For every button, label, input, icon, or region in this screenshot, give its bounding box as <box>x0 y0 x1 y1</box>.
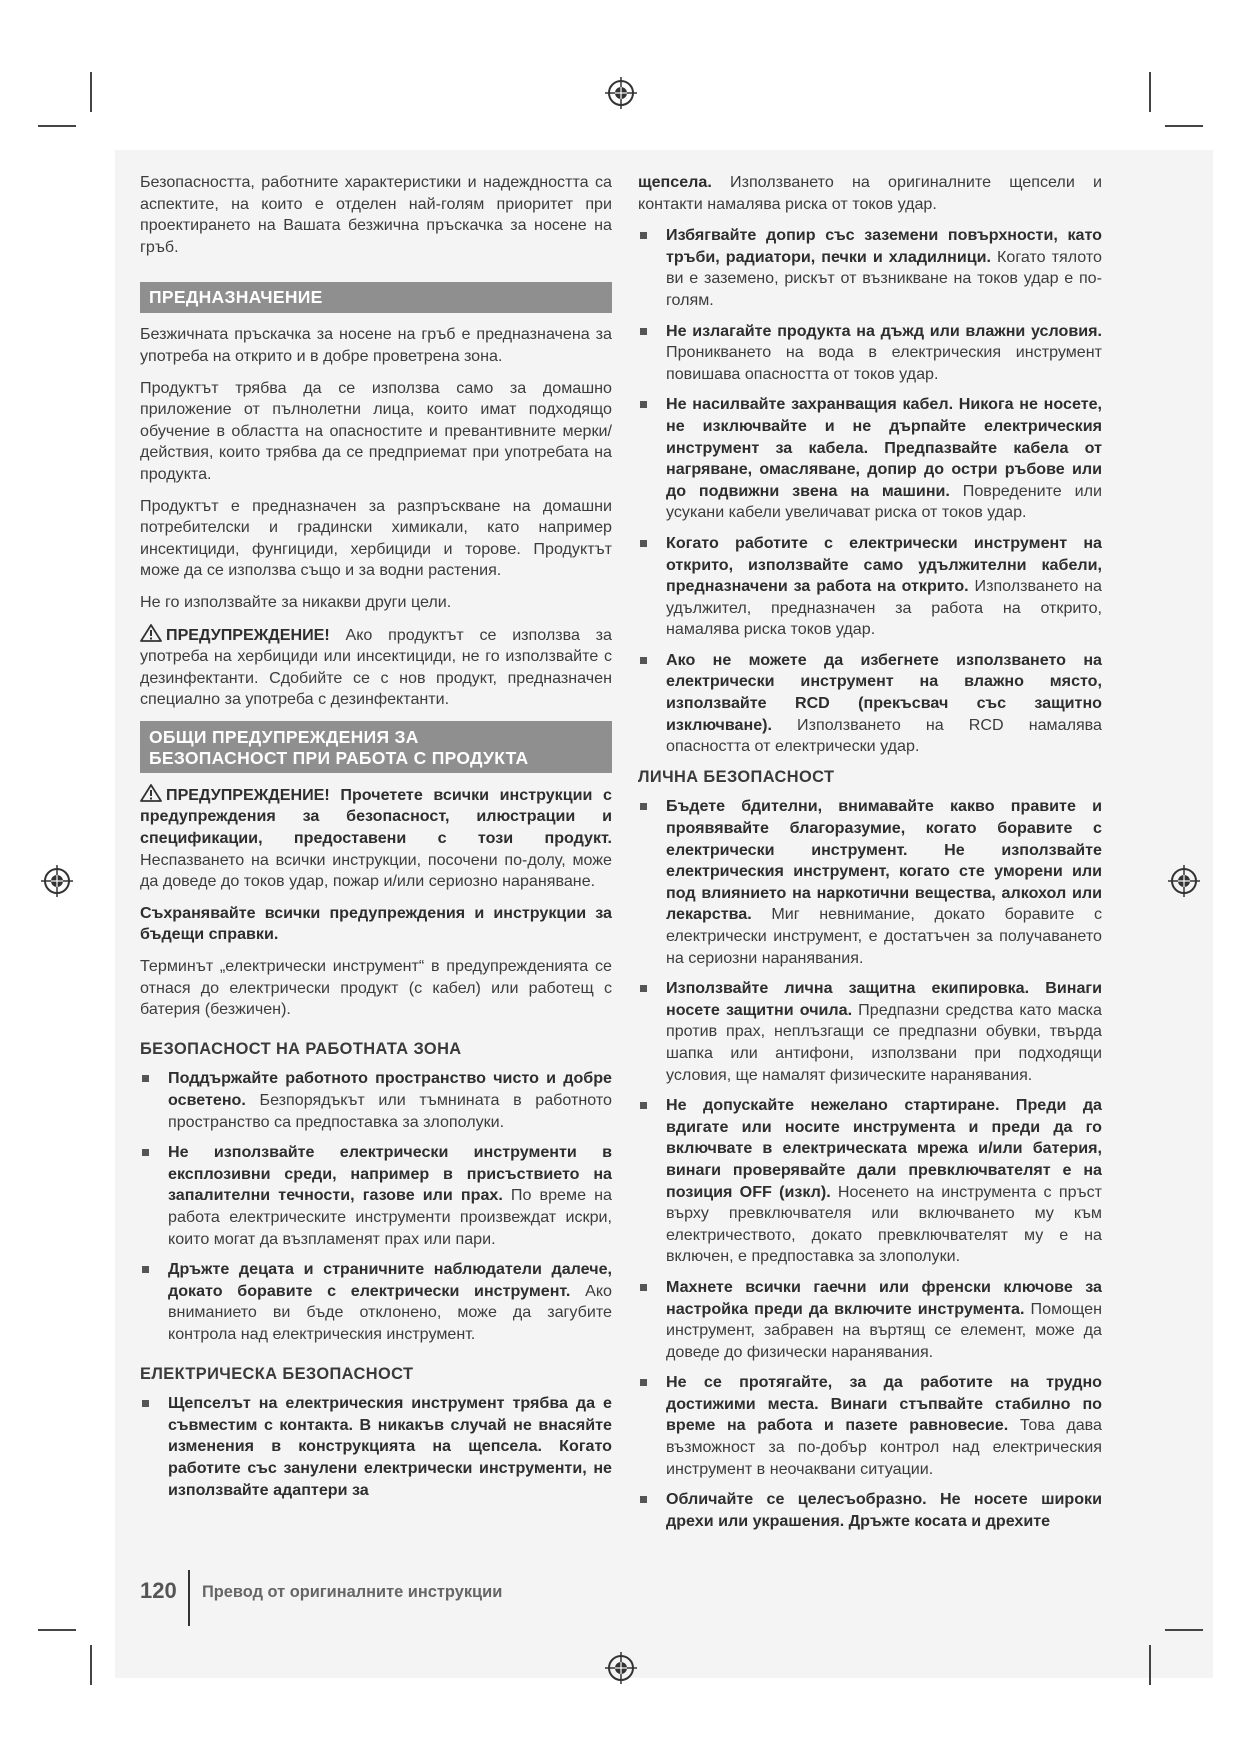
item-bold: Избягвайте допир със заземени повърхности, като тръби, радиатори, печки и хладилници. <box>666 226 1102 266</box>
crop-mark <box>38 125 76 127</box>
personal-safety-heading: ЛИЧНА БЕЗОПАСНОСТ <box>638 767 835 786</box>
keep-instructions <box>140 903 612 946</box>
bullet-square-icon <box>640 1102 647 1109</box>
list-item <box>638 394 1102 524</box>
list-item <box>140 1259 612 1345</box>
list-item <box>140 1142 612 1250</box>
item-bold: Щепселът на електрическия инструмент трябва да е съвместим с контакта. В никакъв случай не внасяйте изменения в конструкцията на щепсела. Когато работите със занулени електрически инструменти, не използвайте адаптери за <box>168 1394 612 1499</box>
item-bold: Не използвайте електрически инструменти в експлозивни среди, например в присъствието на запалителни течности, газове или прах. <box>168 1143 612 1205</box>
item-text: Повредените или усукани кабели увеличават риска от токов удар. <box>666 481 1102 522</box>
crop-mark <box>1149 1645 1151 1685</box>
registration-mark-icon <box>40 864 74 898</box>
list-item <box>140 1393 612 1501</box>
bullet-square-icon <box>640 985 647 992</box>
electrical-list-continued <box>638 225 1102 758</box>
item-bold: Не се протягайте, за да работите на трудно достижими места. Винаги стъпвайте стабилно по време на работа и пазете равновесие. <box>666 1373 1102 1435</box>
bullet-square-icon <box>640 657 647 664</box>
warning-text: Неспазването на всички инструкции, посочени по-долу, може да доведе до токов удар, пожар и/или сериозно нараняване. <box>140 850 612 891</box>
section-banner-general-warnings <box>140 721 612 773</box>
item-bold: Обличайте се целесъобразно. Не носете широки дрехи или украшения. Дръжте косата и дрехите <box>666 1490 1102 1530</box>
crop-mark <box>1149 72 1151 112</box>
warning-triangle-icon <box>140 784 162 802</box>
item-text: По време на работа електрическите инструменти произвеждат искри, които могат да възпламенят прах или пари. <box>168 1186 612 1248</box>
bullet-square-icon <box>640 401 647 408</box>
general-warning <box>140 784 612 893</box>
bullet-square-icon <box>640 328 647 335</box>
banner-line-1: ОБЩИ ПРЕДУПРЕЖДЕНИЯ ЗА <box>149 726 419 747</box>
crop-mark <box>1165 1629 1203 1631</box>
bullet-square-icon <box>640 540 647 547</box>
work-area-list <box>140 1068 612 1345</box>
item-bold: Дръжте децата и страничните наблюдатели далече, докато боравите с електрически инструмент. <box>168 1260 612 1300</box>
purpose-paragraph-4: Не го използвайте за никакви други цели. <box>140 592 452 611</box>
electrical-safety-heading: ЕЛЕКТРИЧЕСКА БЕЗОПАСНОСТ <box>140 1364 414 1383</box>
left-column <box>140 172 612 1510</box>
registration-mark-icon <box>604 76 638 110</box>
right-column <box>638 172 1102 1541</box>
list-item <box>638 650 1102 758</box>
section-banner-purpose: ПРЕДНАЗНАЧЕНИЕ <box>140 282 612 313</box>
work-area-heading: БЕЗОПАСНОСТ НА РАБОТНАТА ЗОНА <box>140 1039 462 1058</box>
personal-safety-list <box>638 796 1102 1532</box>
item-text: Миг невнимание, докато боравите с електрически инструмент, е достатъчен за получаването на сериозни наранявания. <box>666 905 1102 967</box>
list-item <box>638 533 1102 641</box>
bullet-square-icon <box>142 1075 149 1082</box>
list-item <box>638 1095 1102 1268</box>
bullet-square-icon <box>640 1496 647 1503</box>
crop-mark <box>1165 125 1203 127</box>
banner-line-2: БЕЗОПАСНОСТ ПРИ РАБОТА С ПРОДУКТА <box>149 747 529 768</box>
item-bold: Не излагайте продукта на дъжд или влажни условия. <box>666 321 1102 340</box>
warning-triangle-icon <box>140 624 162 642</box>
item-bold: Използвайте лична защитна екипировка. Винаги носете защитни очила. <box>666 979 1102 1019</box>
item-text: Използването на оригиналните щепсели и контакти намалява риска от токов удар. <box>638 173 1102 213</box>
item-bold: Бъдете бдителни, внимавайте какво правите и проявявайте благоразумие, когато боравите с електрически инструмент. Не използвайте електрическия инструмент, когато сте уморени или под влиянието на наркотични вещества, алкохол или лекарства. <box>666 797 1102 924</box>
list-item <box>140 1068 612 1133</box>
registration-mark-icon <box>604 1651 638 1685</box>
item-text: Безпорядъкът или тъмнината в работното пространство са предпоставка за злополуки. <box>168 1091 612 1131</box>
item-bold: Когато работите с електрически инструмент на открито, използвайте само удължителни кабели, предназначени за работа на открито. <box>666 533 1102 596</box>
list-item <box>638 1277 1102 1363</box>
list-item <box>638 1372 1102 1480</box>
purpose-warning <box>140 624 612 711</box>
item-text: Това дава възможност за по-добър контрол над електрическия инструмент в неочаквани ситуации. <box>666 1416 1102 1478</box>
warning-label: ПРЕДУПРЕЖДЕНИЕ! Прочетете всички инструкции с предупреждения за безопасност, илюстрации и спецификации, предоставени с този продукт. <box>140 785 612 848</box>
crop-mark <box>38 1629 76 1631</box>
bullet-square-icon <box>142 1400 149 1407</box>
warning-label: ПРЕДУПРЕЖДЕНИЕ! <box>166 625 330 644</box>
page-number: 120 <box>140 1578 177 1603</box>
item-text: Носенето на инструмента с пръст върху превключвателя или включването му към електричеството, докато превключвателят му е на включен, е предпоставка за злополуки. <box>666 1182 1102 1266</box>
item-bold: Махнете всички гаечни или френски ключове за настройка преди да включите инструмента. <box>666 1277 1102 1318</box>
list-item <box>638 978 1102 1086</box>
item-text: Използването на удължител, предназначен за работа на открито, намалява риска токов удар. <box>666 577 1102 639</box>
purpose-paragraph-1: Безжичната пръскачка за носене на гръб е предназначена за употреба на открито и в добре проветрена зона. <box>140 325 612 365</box>
crop-mark <box>90 72 92 112</box>
intro-paragraph: Безопасността, работните характеристики и надеждността са аспектите, на които е отделен най-голям приоритет при проектирането на Вашата безжична пръскачка за носене на гръб. <box>140 173 612 256</box>
electrical-list <box>140 1393 612 1501</box>
item-text: Използването на RCD намалява опасността от електрически удар. <box>666 715 1102 756</box>
list-item <box>638 321 1102 386</box>
bullet-square-icon <box>640 1284 647 1291</box>
crop-mark <box>90 1645 92 1685</box>
continued-paragraph <box>638 172 1102 215</box>
footer-text: Превод от оригиналните инструкции <box>202 1583 503 1601</box>
list-item <box>638 225 1102 311</box>
warning-text: Ако продуктът се използва за употреба на хербициди или инсектициди, не го използвайте с дезинфектанти. Сдобийте се с нов продукт, предназначен специално за употреба с дезинфектанти. <box>140 625 612 709</box>
bullet-square-icon <box>142 1266 149 1273</box>
item-bold: Не допускайте нежелано стартиране. Преди да вдигате или носите инструмента и преди да го включвате в електрическата мрежа и/или батерия, винаги проверявайте дали превключвателят е на позиция OFF (изкл). <box>666 1096 1102 1201</box>
bullet-square-icon <box>640 232 647 239</box>
item-text: Проникването на вода в електрическия инструмент повишава опасността от токов удар. <box>666 343 1102 383</box>
bullet-square-icon <box>640 1379 647 1386</box>
purpose-paragraph-3: Продуктът е предназначен за разпръскване на домашни потребителски и градински химикали, като например инсектициди, фунгициди, хербициди и торове. Продуктът може да се използва също и за водни растения. <box>140 496 612 580</box>
term-definition: Терминът „електрически инструмент“ в предупрежденията се отнася до електрически продукт (с кабел) или работещ с батерия (безжичен). <box>140 957 612 1019</box>
item-text: Когато тялото ви е заземено, рискът от възникване на токов удар е по-голям. <box>666 247 1103 309</box>
bullet-square-icon <box>640 803 647 810</box>
footer-divider <box>188 1570 190 1626</box>
keep-instructions-text: Съхранявайте всички предупреждения и инструкции за бъдещи справки. <box>140 903 612 944</box>
bullet-square-icon <box>142 1149 149 1156</box>
purpose-paragraph-2: Продуктът трябва да се използва само за домашно приложение от пълнолетни лица, които имат подходящо обучение в областта на опасностите и превантивните мерки/действия, които трябва да се предприемат при употребата на продукта. <box>140 378 612 483</box>
list-item <box>638 1489 1102 1532</box>
item-bold: Поддържайте работното пространство чисто и добре осветено. <box>168 1069 612 1109</box>
registration-mark-icon <box>1167 864 1201 898</box>
item-bold: Не насилвайте захранващия кабел. Никога не носете, не изключвайте и не дърпайте електрическия инструмент за кабела. Предпазвайте кабела от нагряване, омасляване, допир до остри ръбове или до подвижни звена на машини. <box>666 395 1102 500</box>
item-text: Предпазни средства като маска против прах, неплъзгащи се предпазни обувки, твърда шапка или антифони, използвани при подходящи условия, ще намалят физическите наранявания. <box>666 1000 1102 1084</box>
item-bold: Ако не можете да избегнете използването на електрически инструмент на влажно място, използвайте RCD (прекъсвач със защитно изключване). <box>666 650 1102 734</box>
item-bold: щепсела. <box>638 173 712 191</box>
item-text: Помощен инструмент, забравен на въртящ се елемент, може да доведе до физически наранявания. <box>666 1299 1102 1361</box>
item-text: Ако вниманието ви бъде отклонено, може да загубите контрола над електрическия инструмент. <box>168 1281 612 1343</box>
list-item <box>638 796 1102 969</box>
